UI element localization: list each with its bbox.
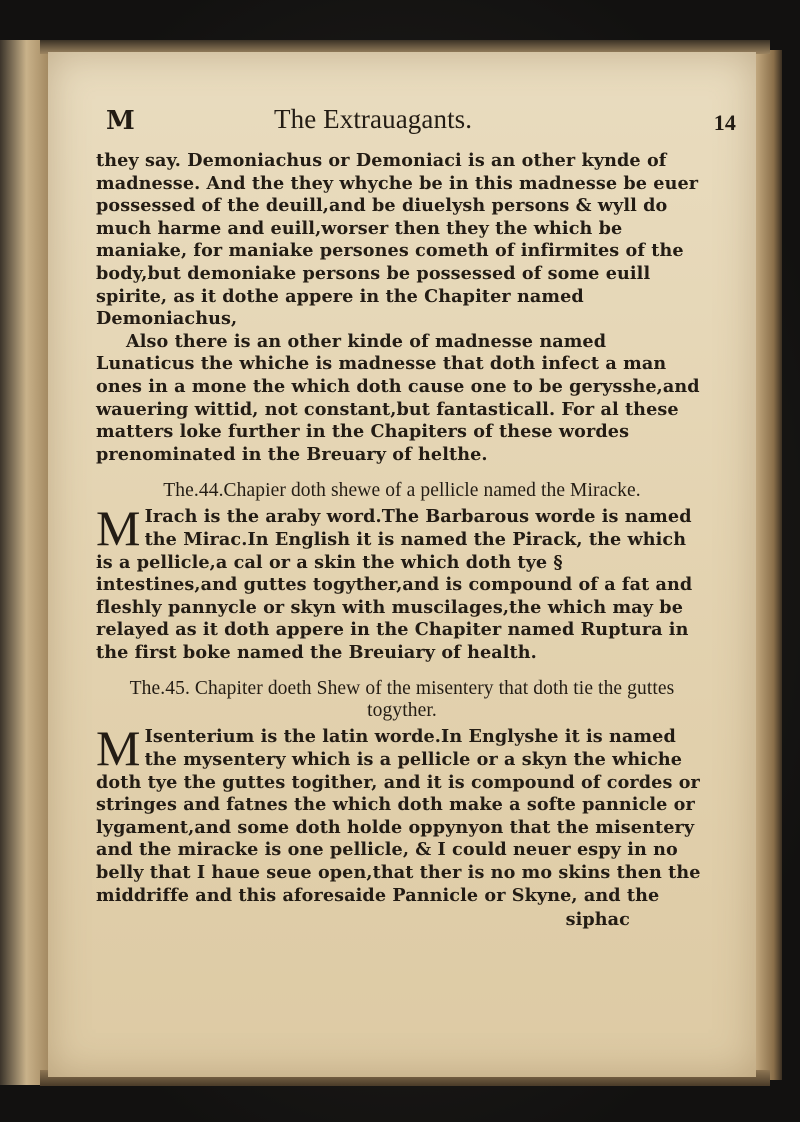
- chapter-44-text: Irach is the araby word.The Barbarous worde is named the Mirac.In English it is named the Pirack, the which is a pellicle,a cal or a skin the which doth tye § intestines,and guttes togyther,and is compound of a fat and fleshly pannycle or skyn with muscilages,the which may be relayed as it doth appere in the Chapiter named Ruptura in the first boke named the Breuiary of health.: [96, 506, 693, 663]
- chapter-45-text: Isenterium is the latin worde.In Englyshe it is named the mysentery which is a pellicle or a skyn the whiche doth tye the guttes togither, and it is compound of cordes or stringes and fatnes the which doth make a softe pannicle or lygament,and some doth holde oppynyon that the misentery and the miracke is one pellicle, & I could neuer espy in no belly that I haue seue open,that ther is no mo skins then the middriffe and this aforesaide Pannicle or Skyne, and the: [96, 726, 701, 906]
- page-content: [96, 104, 736, 932]
- book-left-edge: [0, 40, 50, 1085]
- chapter-44-body: [96, 500, 708, 664]
- chapter-45-body: [96, 720, 708, 907]
- dropcap-initial: M: [96, 720, 141, 777]
- page-number: 14: [713, 110, 736, 135]
- dropcap-initial: M: [96, 500, 141, 557]
- paragraph-lunaticus: Also there is an other kinde of madnesse named Lunaticus the whiche is madnesse that doth infect a man ones in a mone the which doth cause one to be gerysshe,and wauering wittid, not constant,but fantasticall. For al these matters loke further in the Chapiters of these wordes prenominated in the Breuary of helthe.: [96, 330, 700, 465]
- book-page: [48, 52, 756, 1077]
- book-right-edge: [754, 50, 782, 1080]
- running-title: The Extrauagants.: [274, 104, 473, 134]
- signature-mark: M: [106, 106, 135, 136]
- chapter-45-heading: The.45. Chapiter doeth Shew of the misentery that doth tie the guttes togyther.: [129, 678, 675, 722]
- catchword: siphac: [565, 909, 630, 931]
- page-header: [96, 104, 736, 146]
- paragraph-demoniachus: they say. Demoniachus or Demoniaci is an other kynde of madnesse. And the they whyche be in this madnesse be euer possessed of the deuill,and be diuelysh persons & wyll do much harme and euill,worser then they the which be maniake, for maniake persones cometh of infirmites of the body,but demoniake persons be possessed of some euill spirite, as it dothe appere in the Chapiter named Demoniachus,: [96, 150, 699, 330]
- chapter-44-heading: The.44.Chapier doth shewe of a pellicle named the Miracke.: [163, 480, 641, 502]
